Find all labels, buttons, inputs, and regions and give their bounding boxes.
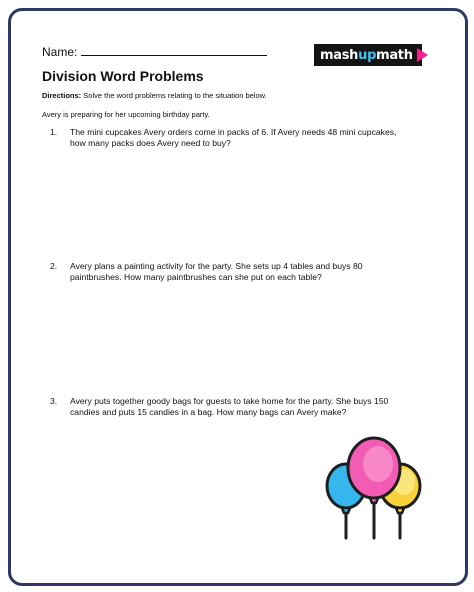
directions (42, 91, 267, 100)
question-number: 3. (50, 396, 58, 406)
logo-text: mashupmath (320, 47, 413, 63)
name-label: Name: (42, 45, 78, 59)
question-text: The mini cupcakes Avery orders come in packs of 6. If Avery needs 48 mini cupcakes, how many packs does Avery need to buy? (70, 127, 397, 148)
question-number: 2. (50, 261, 58, 271)
page-title: Division Word Problems (42, 68, 204, 84)
directions-label: Directions: (42, 91, 82, 100)
intro-text: Avery is preparing for her upcoming birthday party. (42, 110, 210, 119)
question-2 (42, 261, 422, 283)
directions-text: Solve the word problems relating to the situation below. (81, 91, 267, 100)
question-3 (42, 396, 422, 418)
question-1 (42, 127, 422, 149)
question-text: Avery puts together goody bags for guests to take home for the party. She buys 150 candies and puts 15 candies in a bag. How many bags can Avery make? (70, 396, 389, 417)
play-icon (417, 48, 428, 62)
name-blank-line[interactable] (81, 44, 267, 56)
balloons-icon (322, 432, 426, 544)
mashupmath-logo (314, 44, 422, 66)
question-number: 1. (50, 127, 58, 137)
question-text: Avery plans a painting activity for the party. She sets up 4 tables and buys 80 paintbrushes. How many paintbrushes can she put on each table? (70, 261, 363, 282)
name-field[interactable] (42, 44, 267, 59)
